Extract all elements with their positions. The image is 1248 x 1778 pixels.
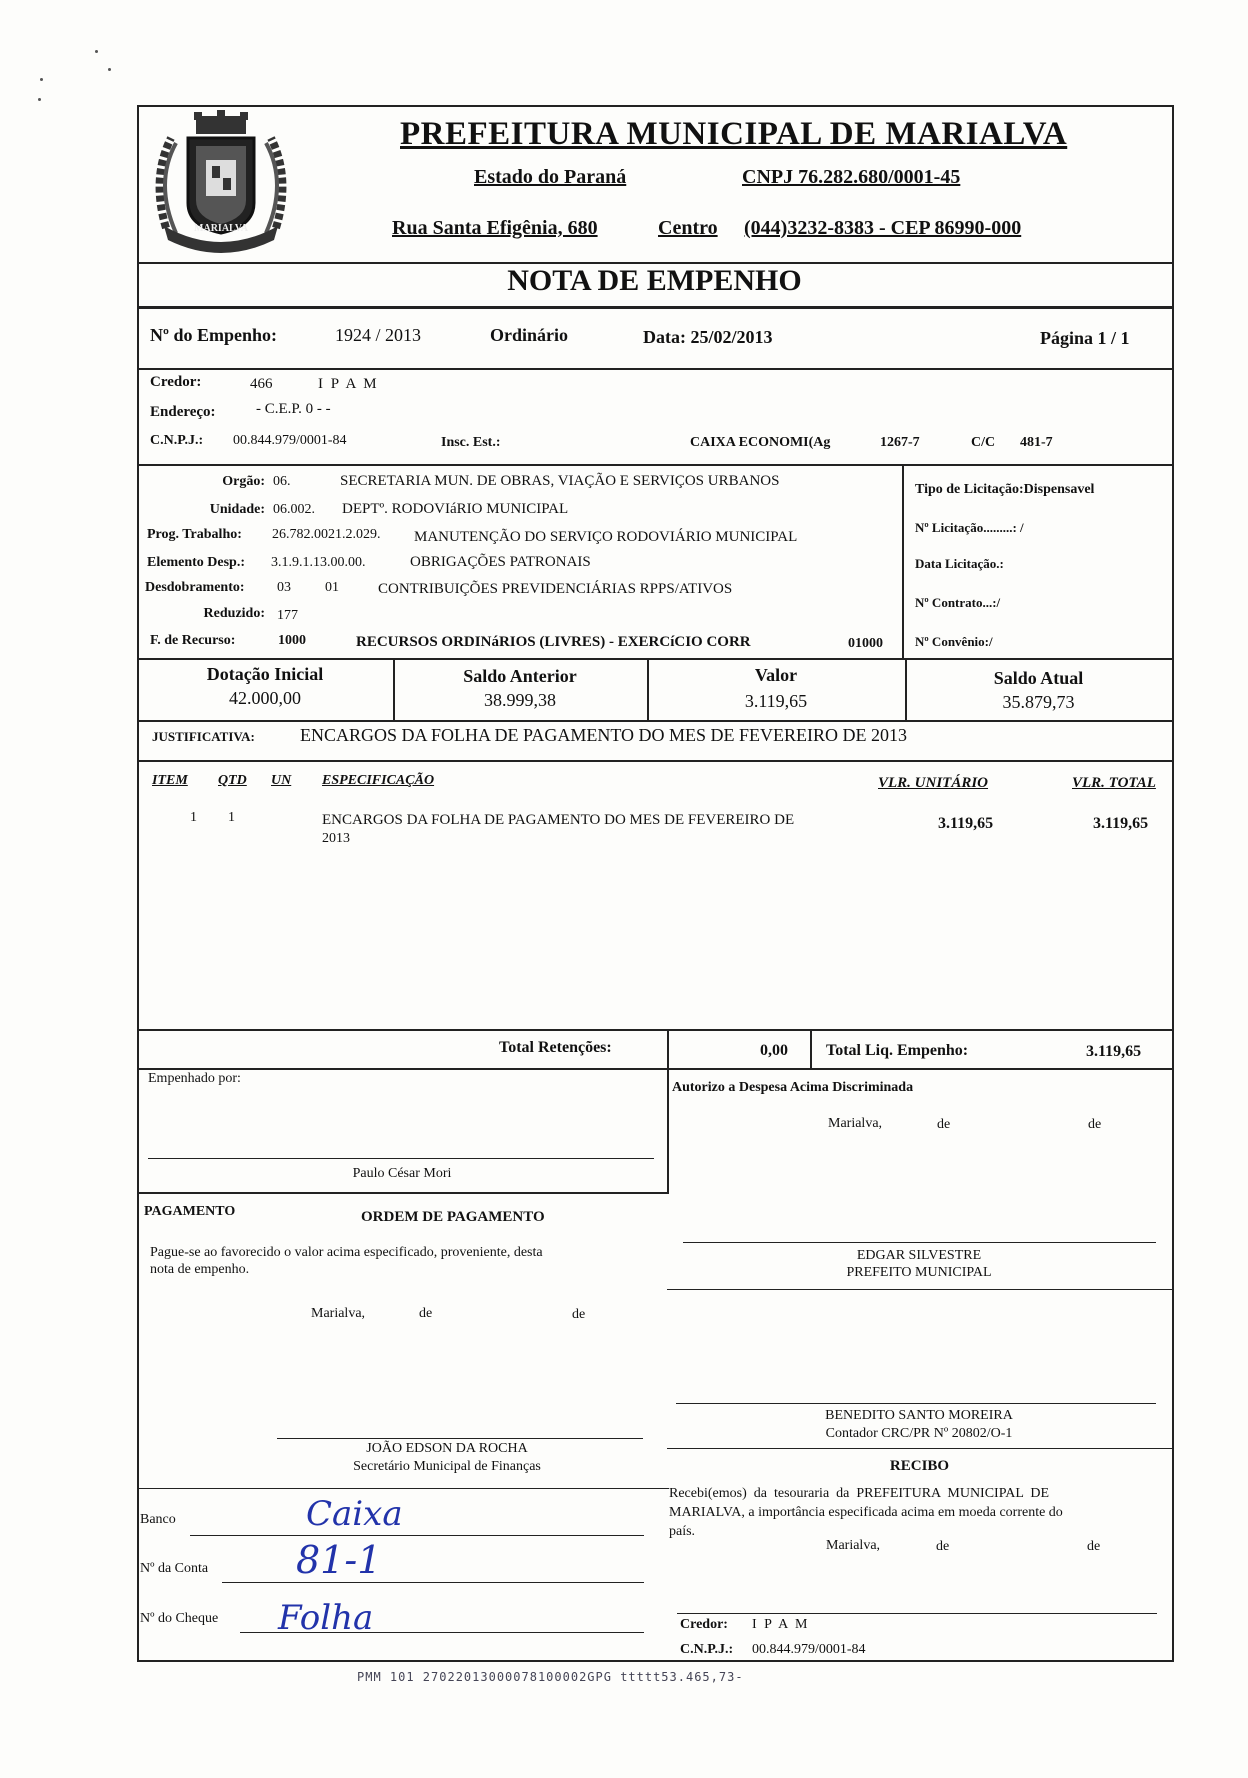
col-especificacao: ESPECIFICAÇÃO — [322, 773, 435, 788]
total-liq-value: 3.119,65 — [1086, 1043, 1142, 1060]
justificativa-text: ENCARGOS DA FOLHA DE PAGAMENTO DO MES DE FEVEREIRO DE 2013 — [300, 725, 908, 745]
elemento-desc: OBRIGAÇÕES PATRONAIS — [410, 554, 591, 570]
item-spec-line2: 2013 — [322, 831, 350, 846]
empenhado-label: Empenhado por: — [148, 1071, 241, 1086]
desdobramento-desc: CONTRIBUIÇÕES PREVIDENCIÁRIAS RPPS/ATIVOS — [378, 581, 733, 597]
numero-contrato: Nº Contrato...:/ — [915, 595, 1001, 610]
contador-name: BENEDITO SANTO MOREIRA — [825, 1408, 1013, 1423]
secretario-name: JOÃO EDSON DA ROCHA — [366, 1441, 528, 1456]
scan-speck — [108, 68, 111, 71]
desdobramento-b: 01 — [325, 580, 339, 595]
orgao-desc: SECRETARIA MUN. DE OBRAS, VIAÇÃO E SERVIÇOS URBANOS — [340, 473, 780, 489]
recibo-line1: Recebi(emos) da tesouraria da PREFEITURA MUNICIPAL DE — [669, 1486, 1050, 1501]
recibo-de1: de — [936, 1539, 950, 1554]
cnpj-header: CNPJ 76.282.680/0001-45 — [742, 166, 961, 188]
col-valor-unitario: VLR. UNITÁRIO — [878, 775, 989, 791]
recibo-line2: MARIALVA, a importância especificada acima em moeda corrente do — [669, 1505, 1063, 1520]
orgao-label: Orgão: — [222, 474, 265, 489]
prefeito-role: PREFEITO MUNICIPAL — [846, 1265, 992, 1280]
desdobramento-a: 03 — [277, 580, 291, 595]
justificativa-label: JUSTIFICATIVA: — [152, 729, 255, 744]
recurso-number: 01000 — [848, 636, 883, 651]
credor-code: 466 — [250, 376, 273, 392]
autorizo-de1: de — [937, 1117, 951, 1132]
autorizo-city: Marialva, — [828, 1116, 883, 1131]
saldo-anterior-value: 38.999,38 — [484, 690, 556, 710]
saldo-anterior-label: Saldo Anterior — [463, 666, 577, 686]
conta-handwriting: 81-1 — [296, 1538, 382, 1582]
recibo-de2: de — [1087, 1539, 1101, 1554]
empenho-type: Ordinário — [490, 325, 569, 345]
orgao-code: 06. — [273, 474, 291, 489]
pagamento-label: PAGAMENTO — [144, 1204, 236, 1219]
pagamento-de1: de — [419, 1306, 433, 1321]
item-spec-line1: ENCARGOS DA FOLHA DE PAGAMENTO DO MES DE FEVEREIRO DE — [322, 812, 795, 828]
numero-licitacao: Nº Licitação.........: / — [915, 520, 1024, 535]
scan-speck — [40, 78, 43, 81]
item-unit-value: 3.119,65 — [938, 815, 994, 832]
recibo-city: Marialva, — [826, 1538, 881, 1553]
footer-code: PMM 101 27022013000078100002GPG ttttt53.465,73- — [357, 1670, 744, 1684]
phone-cep: (044)3232-8383 - CEP 86990-000 — [744, 217, 1022, 239]
recurso-code: 1000 — [278, 633, 306, 648]
scan-speck — [38, 98, 41, 101]
municipal-crest — [146, 108, 296, 256]
dotacao-label: Dotação Inicial — [206, 664, 324, 684]
prog-code: 26.782.0021.2.029. — [272, 527, 381, 542]
item-total-value: 3.119,65 — [1093, 815, 1149, 832]
recibo-title: RECIBO — [889, 1458, 950, 1474]
unidade-code: 06.002. — [273, 502, 315, 517]
cc-value: 481-7 — [1020, 435, 1053, 450]
prefeito-name: EDGAR SILVESTRE — [856, 1248, 982, 1263]
ordem-pagamento-label: ORDEM DE PAGAMENTO — [361, 1209, 545, 1225]
address-label: Endereço: — [150, 404, 216, 420]
recibo-line3: país. — [669, 1524, 696, 1539]
pagamento-text-line1: Pague-se ao favorecido o valor acima especificado, proveniente, desta — [150, 1245, 543, 1260]
total-retencoes-value: 0,00 — [760, 1042, 788, 1059]
banco-label: Banco — [140, 1512, 176, 1527]
unidade-desc: DEPTº. RODOVIáRIO MUNICIPAL — [342, 501, 569, 517]
empenho-number: 1924 / 2013 — [335, 325, 422, 345]
desdobramento-label: Desdobramento: — [145, 580, 245, 595]
data-licitacao: Data Licitação.: — [915, 556, 1004, 571]
prog-desc: MANUTENÇÃO DO SERVIÇO RODOVIÁRIO MUNICIPAL — [414, 529, 798, 545]
agency: 1267-7 — [880, 435, 920, 450]
autorizo-label: Autorizo a Despesa Acima Discriminada — [672, 1080, 914, 1095]
saldo-atual-value: 35.879,73 — [1002, 692, 1075, 712]
pagamento-de2: de — [572, 1307, 586, 1322]
saldo-atual-label: Saldo Atual — [993, 668, 1084, 688]
item-qtd: 1 — [228, 810, 235, 825]
credor-label: Credor: — [150, 374, 202, 390]
insc-est-label: Insc. Est.: — [441, 435, 501, 450]
item-number: 1 — [190, 810, 197, 825]
total-retencoes-label: Total Retenções: — [499, 1039, 612, 1056]
recibo-cnpj-label: C.N.P.J.: — [680, 1642, 734, 1657]
valor-value: 3.119,65 — [744, 691, 808, 711]
recibo-credor-label: Credor: — [680, 1617, 728, 1632]
col-valor-total: VLR. TOTAL — [1072, 775, 1156, 791]
recibo-cnpj-value: 00.844.979/0001-84 — [752, 1642, 866, 1657]
total-liq-label: Total Liq. Empenho: — [826, 1042, 969, 1059]
contador-role: Contador CRC/PR Nº 20802/O-1 — [825, 1426, 1013, 1441]
elemento-code: 3.1.9.1.13.00.00. — [271, 555, 366, 570]
cnpj-value: 00.844.979/0001-84 — [233, 433, 347, 448]
pagamento-city: Marialva, — [311, 1306, 366, 1321]
conta-label: Nº da Conta — [140, 1561, 209, 1576]
cheque-label: Nº do Cheque — [140, 1611, 219, 1626]
state-name: Estado do Paraná — [474, 166, 627, 188]
reduzido-value: 177 — [277, 608, 298, 623]
banco-handwriting: Caixa — [306, 1494, 403, 1534]
autorizo-de2: de — [1088, 1117, 1102, 1132]
numero-convenio: Nº Convênio:/ — [915, 634, 993, 649]
recibo-credor-name: I P A M — [752, 1617, 810, 1632]
valor-label: Valor — [754, 665, 798, 685]
pagamento-text-line2: nota de empenho. — [150, 1262, 250, 1277]
reduzido-label: Reduzido: — [203, 606, 265, 621]
recurso-desc: RECURSOS ORDINáRIOS (LIVRES) - EXERCíCIO CORR — [356, 634, 751, 650]
municipality-title: PREFEITURA MUNICIPAL DE MARIALVA — [400, 116, 1068, 152]
empenhado-name: Paulo César Mori — [352, 1166, 452, 1181]
cnpj-label: C.N.P.J.: — [150, 433, 204, 448]
col-un: UN — [271, 773, 292, 788]
unidade-label: Unidade: — [209, 502, 265, 517]
dotacao-value: 42.000,00 — [229, 688, 301, 708]
crest-ribbon-text: MARIALVA — [194, 223, 248, 234]
recurso-label: F. de Recurso: — [150, 633, 236, 648]
street-address: Rua Santa Efigênia, 680 — [392, 217, 598, 239]
empenho-date: Data: 25/02/2013 — [643, 327, 773, 347]
scan-speck — [95, 50, 98, 53]
prog-label: Prog. Trabalho: — [147, 527, 242, 542]
district: Centro — [658, 217, 718, 239]
page-number: Página 1 / 1 — [1040, 328, 1130, 348]
cheque-handwriting: Folha — [278, 1598, 374, 1638]
address-value: - C.E.P. 0 - - — [256, 401, 331, 417]
secretario-role: Secretário Municipal de Finanças — [353, 1459, 541, 1474]
col-qtd: QTD — [218, 773, 247, 788]
tipo-licitacao: Tipo de Licitação:Dispensavel — [915, 482, 1095, 497]
credor-name: I P A M — [318, 376, 379, 392]
bank-name: CAIXA ECONOMI(Ag — [690, 435, 831, 450]
cc-label: C/C — [971, 435, 996, 450]
empenho-number-label: Nº do Empenho: — [150, 325, 277, 345]
document-title: NOTA DE EMPENHO — [507, 264, 802, 297]
col-item: ITEM — [152, 773, 188, 788]
elemento-label: Elemento Desp.: — [147, 555, 245, 570]
